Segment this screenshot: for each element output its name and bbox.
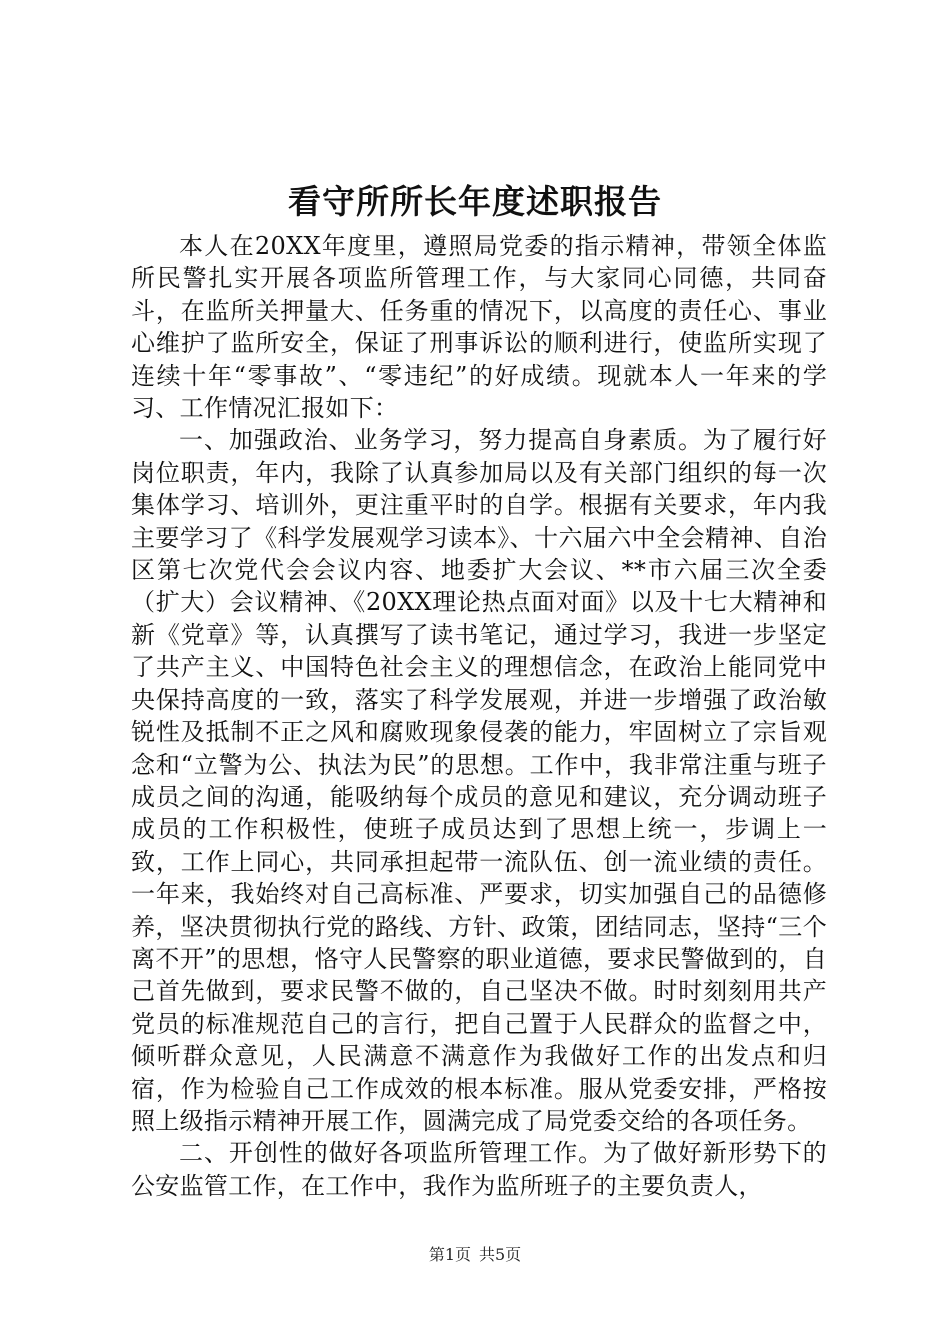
document-title: 看守所所长年度述职报告 bbox=[288, 182, 662, 221]
paragraph-section-two: 二、开创性的做好各项监所管理工作。为了做好新形势下的公安监管工作，在工作中，我作为监所班子的主要负责人， bbox=[131, 1139, 827, 1200]
paragraph-section-one: 一、加强政治、业务学习，努力提高自身素质。为了履行好岗位职责，年内，我除了认真参加局以及有关部门组织的每一次集体学习、培训外，更注重平时的自学。根据有关要求，年内我主要学习了《科学发展观学习读本》、十六届六中全会精神、自治区第七次党代会会议内容、地委扩大会议、**市六届三次全委（扩大）会议精神、《20XX理论热点面对面》以及十七大精神和新《党章》等，认真撰写了读书笔记，通过学习，我进一步坚定了共产主义、中国特色社会主义的理想信念，在政治上能同党中央保持高度的一致，落实了科学发展观，并进一步增强了政治敏锐性及抵制不正之风和腐败现象侵袭的能力，牢固树立了宗旨观念和“立警为公、执法为民”的思想。工作中，我非常注重与班子成员之间的沟通，能吸纳每个成员的意见和建议，充分调动班子成员的工作积极性，使班子成员达到了思想上统一，步调上一致，工作上同心，共同承担起带一流队伍、创一流业绩的责任。一年来，我始终对自己高标准、严要求，切实加强自己的品德修养，坚决贯彻执行党的路线、方针、政策，团结同志，坚持“三个离不开”的思想，恪守人民警察的职业道德，要求民警做到的，自己首先做到，要求民警不做的，自己坚决不做。时时刻刻用共产党员的标准规范自己的言行，把自己置于人民群众的监督之中，倾听群众意见，人民满意不满意作为我做好工作的出发点和归宿，作为检验自己工作成效的根本标准。服从党委安排，严格按照上级指示精神开展工作，圆满完成了局党委交给的各项任务。 bbox=[131, 426, 827, 1135]
page-number: 第1页 bbox=[428, 1245, 471, 1264]
page-total: 共5页 bbox=[479, 1245, 522, 1264]
document-body bbox=[131, 230, 827, 1202]
paragraph-intro: 本人在20XX年度里，遵照局党委的指示精神，带领全体监所民警扎实开展各项监所管理工作，与大家同心同德，共同奋斗，在监所关押量大、任务重的情况下，以高度的责任心、事业心维护了监所安全，保证了刑事诉讼的顺利进行，使监所实现了连续十年“零事故”、“零违纪”的好成绩。现就本人一年来的学习、工作情况汇报如下： bbox=[131, 232, 827, 423]
page-footer bbox=[0, 1244, 950, 1266]
